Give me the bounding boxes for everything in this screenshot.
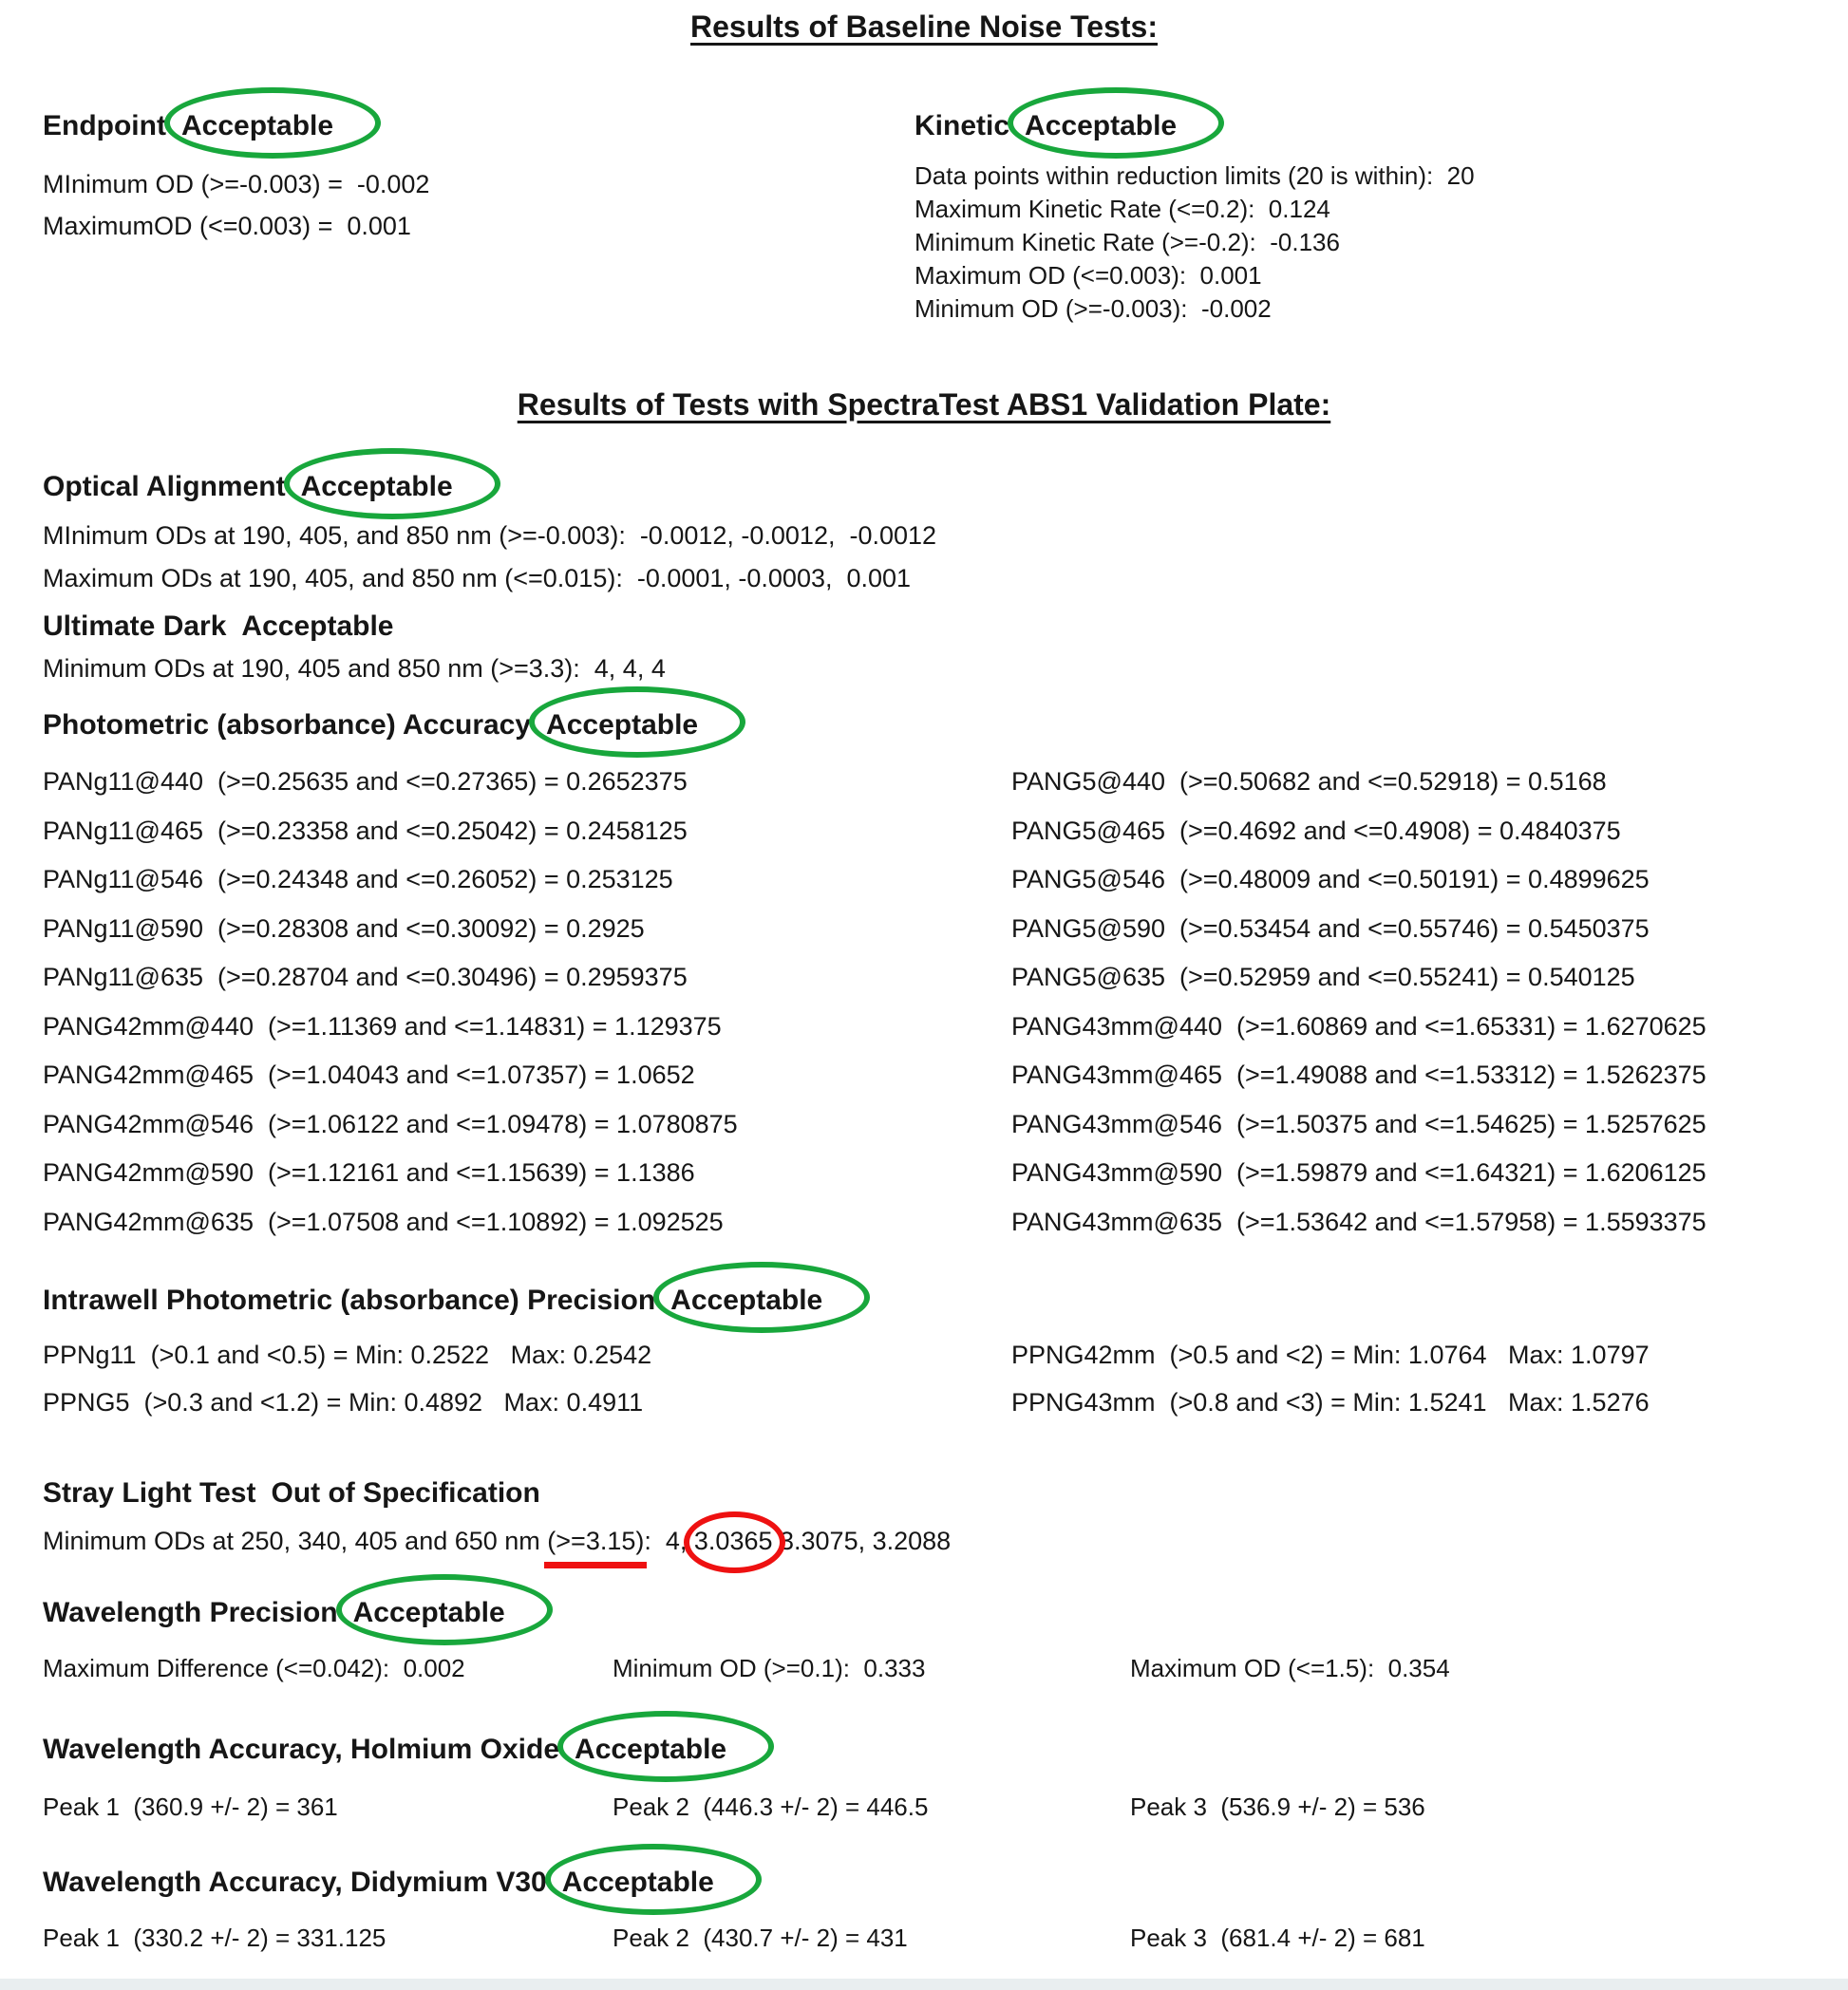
intrawell-status-circled [670, 1285, 822, 1317]
wavelength-precision-heading [43, 1597, 505, 1629]
result-row: PANG42mm@440 (>=1.11369 and <=1.14831) = 1.129375 [43, 1011, 722, 1041]
didymium-status-circled [562, 1867, 714, 1899]
result-row: PANG43mm@546 (>=1.50375 and <=1.54625) = 1.5257625 [1011, 1109, 1707, 1138]
stray-light-section [43, 1477, 951, 1556]
holmium-heading-label: Wavelength Accuracy, Holmium Oxide [43, 1734, 560, 1765]
peak-3-value: Peak 3 (681.4 +/- 2) = 681 [1130, 1924, 1425, 1952]
kinetic-heading-label: Kinetic [915, 110, 1010, 141]
stray-light-status-label: Out of Specification [271, 1477, 540, 1509]
intrawell-heading-label: Intrawell Photometric (absorbance) Precision [43, 1285, 656, 1316]
endpoint-heading [43, 110, 429, 142]
stray-light-line-suffix: 3.3075, 3.2088 [772, 1527, 952, 1555]
intrawell-heading [43, 1285, 822, 1317]
peak-1-value: Peak 1 (360.9 +/- 2) = 361 [43, 1793, 338, 1821]
peak-2-value: Peak 2 (446.3 +/- 2) = 446.5 [613, 1793, 929, 1821]
wavelength-precision-section [43, 1597, 505, 1629]
holmium-status-label: Acceptable [575, 1734, 727, 1765]
kinetic-status-circled [1025, 110, 1177, 142]
didymium-heading [43, 1867, 714, 1899]
photometric-left-column [43, 767, 1011, 1256]
result-row: PANG5@440 (>=0.50682 and <=0.52918) = 0.5168 [1011, 767, 1607, 796]
holmium-peaks-row [43, 1793, 1809, 1830]
didymium-peaks-row [43, 1924, 1809, 1962]
photometric-status-label: Acceptable [546, 709, 699, 741]
photometric-heading-label: Photometric (absorbance) Accuracy [43, 709, 532, 741]
stray-light-line-prefix: Minimum ODs at 250, 340, 405 and 650 nm [43, 1527, 548, 1555]
intrawell-precision-section [43, 1285, 822, 1317]
result-row: PANG42mm@546 (>=1.06122 and <=1.09478) = 1.0780875 [43, 1109, 738, 1138]
max-difference-value: Maximum Difference (<=0.042): 0.002 [43, 1654, 465, 1682]
intrawell-status-label: Acceptable [670, 1285, 823, 1316]
result-row: PANG5@465 (>=0.4692 and <=0.4908) = 0.4840375 [1011, 816, 1621, 845]
ultimate-dark-heading [43, 610, 666, 643]
kinetic-heading [915, 110, 1475, 142]
result-row: PANg11@440 (>=0.25635 and <=0.27365) = 0.2652375 [43, 767, 688, 796]
stray-light-min-ods-line [43, 1527, 951, 1556]
optical-heading-label: Optical Alignment [43, 471, 286, 502]
kinetic-data-points-line: Data points within reduction limits (20 is within): 20 [915, 161, 1475, 190]
stray-light-line-mid: : 4, [644, 1527, 694, 1555]
intrawell-results-grid [43, 1341, 1848, 1436]
kinetic-section [915, 110, 1475, 326]
result-row: PPNG43mm (>0.8 and <3) = Min: 1.5241 Max: 1.5276 [1011, 1388, 1650, 1417]
result-row: PPNG5 (>0.3 and <1.2) = Min: 0.4892 Max: 0.4911 [43, 1388, 644, 1417]
stray-light-heading-label: Stray Light Test [43, 1477, 256, 1509]
holmium-accuracy-section [43, 1734, 726, 1766]
wavelength-precision-heading-label: Wavelength Precision [43, 1597, 338, 1628]
didymium-status-label: Acceptable [561, 1867, 714, 1898]
kinetic-status-label: Acceptable [1025, 110, 1178, 141]
result-row: PPNg11 (>0.1 and <0.5) = Min: 0.2522 Max: 0.2542 [43, 1341, 652, 1369]
result-row: PPNG42mm (>0.5 and <2) = Min: 1.0764 Max: 1.0797 [1011, 1341, 1650, 1369]
title-spectratest-plate: Results of Tests with SpectraTest ABS1 Validation Plate: [517, 387, 1331, 422]
photometric-accuracy-section [43, 709, 698, 742]
photometric-status-circled [546, 709, 698, 742]
wavelength-precision-status-label: Acceptable [352, 1597, 505, 1628]
photometric-heading [43, 709, 698, 742]
endpoint-min-od-line: MInimum OD (>=-0.003) = -0.002 [43, 170, 430, 198]
result-row: PANG43mm@590 (>=1.59879 and <=1.64321) = 1.6206125 [1011, 1158, 1707, 1187]
result-row: PANG42mm@590 (>=1.12161 and <=1.15639) = 1.1386 [43, 1158, 695, 1187]
result-row: PANG43mm@635 (>=1.53642 and <=1.57958) = 1.5593375 [1011, 1207, 1707, 1236]
didymium-heading-label: Wavelength Accuracy, Didymium V30 [43, 1867, 547, 1898]
photometric-results-grid [43, 767, 1848, 1256]
result-row: PANG43mm@440 (>=1.60869 and <=1.65331) = 1.6270625 [1011, 1011, 1707, 1041]
endpoint-status-circled [181, 110, 333, 142]
holmium-heading [43, 1734, 726, 1766]
optical-max-ods-line: Maximum ODs at 190, 405, and 850 nm (<=0.015): -0.0001, -0.0003, 0.001 [43, 564, 912, 592]
peak-3-value: Peak 3 (536.9 +/- 2) = 536 [1130, 1793, 1425, 1821]
result-row: PANg11@465 (>=0.23358 and <=0.25042) = 0.2458125 [43, 816, 688, 845]
stray-light-heading [43, 1477, 951, 1510]
result-row: PANG5@590 (>=0.53454 and <=0.55746) = 0.5450375 [1011, 913, 1650, 943]
optical-status-label: Acceptable [300, 471, 453, 502]
ultimate-dark-status-label: Acceptable [241, 610, 394, 642]
kinetic-max-od-line: Maximum OD (<=0.003): 0.001 [915, 261, 1262, 290]
ultimate-dark-section [43, 610, 666, 684]
bottom-window-edge [0, 1979, 1848, 1990]
stray-light-failed-value-red-circled: 3.0365 [693, 1527, 773, 1555]
result-row: PANg11@546 (>=0.24348 and <=0.26052) = 0.253125 [43, 865, 673, 893]
max-od-value: Maximum OD (<=1.5): 0.354 [1130, 1654, 1450, 1682]
optical-min-ods-line: MInimum ODs at 190, 405, and 850 nm (>=-0.003): -0.0012, -0.0012, -0.0012 [43, 521, 937, 550]
wavelength-precision-values-row [43, 1654, 1809, 1692]
endpoint-section [43, 110, 429, 247]
kinetic-min-rate-line: Minimum Kinetic Rate (>=-0.2): -0.136 [915, 228, 1340, 256]
peak-2-value: Peak 2 (430.7 +/- 2) = 431 [613, 1924, 908, 1952]
result-row: PANG42mm@635 (>=1.07508 and <=1.10892) = 1.092525 [43, 1207, 724, 1236]
stray-light-limit-red-underlined: (>=3.15) [547, 1527, 645, 1555]
holmium-status-circled [575, 1734, 726, 1766]
result-row: PANG42mm@465 (>=1.04043 and <=1.07357) = 1.0652 [43, 1061, 695, 1089]
result-row: PANg11@590 (>=0.28308 and <=0.30092) = 0.2925 [43, 913, 645, 943]
wavelength-precision-status-circled [353, 1597, 505, 1629]
peak-1-value: Peak 1 (330.2 +/- 2) = 331.125 [43, 1924, 387, 1952]
result-row: PANG5@546 (>=0.48009 and <=0.50191) = 0.4899625 [1011, 865, 1650, 893]
endpoint-heading-label: Endpoint [43, 110, 166, 141]
kinetic-min-od-line: Minimum OD (>=-0.003): -0.002 [915, 294, 1272, 323]
photometric-right-column [1011, 767, 1848, 1256]
endpoint-max-od-line: MaximumOD (<=0.003) = 0.001 [43, 212, 411, 240]
optical-alignment-section [43, 471, 936, 600]
optical-status-circled [301, 471, 453, 503]
kinetic-max-rate-line: Maximum Kinetic Rate (<=0.2): 0.124 [915, 195, 1330, 223]
result-row: PANg11@635 (>=0.28704 and <=0.30496) = 0.2959375 [43, 963, 688, 991]
title-baseline-noise-tests: Results of Baseline Noise Tests: [690, 9, 1158, 44]
ultimate-dark-min-ods-line: Minimum ODs at 190, 405 and 850 nm (>=3.3): 4, 4, 4 [43, 654, 666, 683]
didymium-accuracy-section [43, 1867, 714, 1899]
result-row: PANG43mm@465 (>=1.49088 and <=1.53312) = 1.5262375 [1011, 1061, 1707, 1089]
result-row: PANG5@635 (>=0.52959 and <=0.55241) = 0.540125 [1011, 963, 1635, 991]
ultimate-dark-heading-label: Ultimate Dark [43, 610, 227, 642]
optical-heading [43, 471, 936, 503]
endpoint-status-label: Acceptable [180, 110, 334, 141]
intrawell-left-column [43, 1341, 1011, 1436]
intrawell-right-column [1011, 1341, 1848, 1436]
min-od-value: Minimum OD (>=0.1): 0.333 [613, 1654, 926, 1682]
